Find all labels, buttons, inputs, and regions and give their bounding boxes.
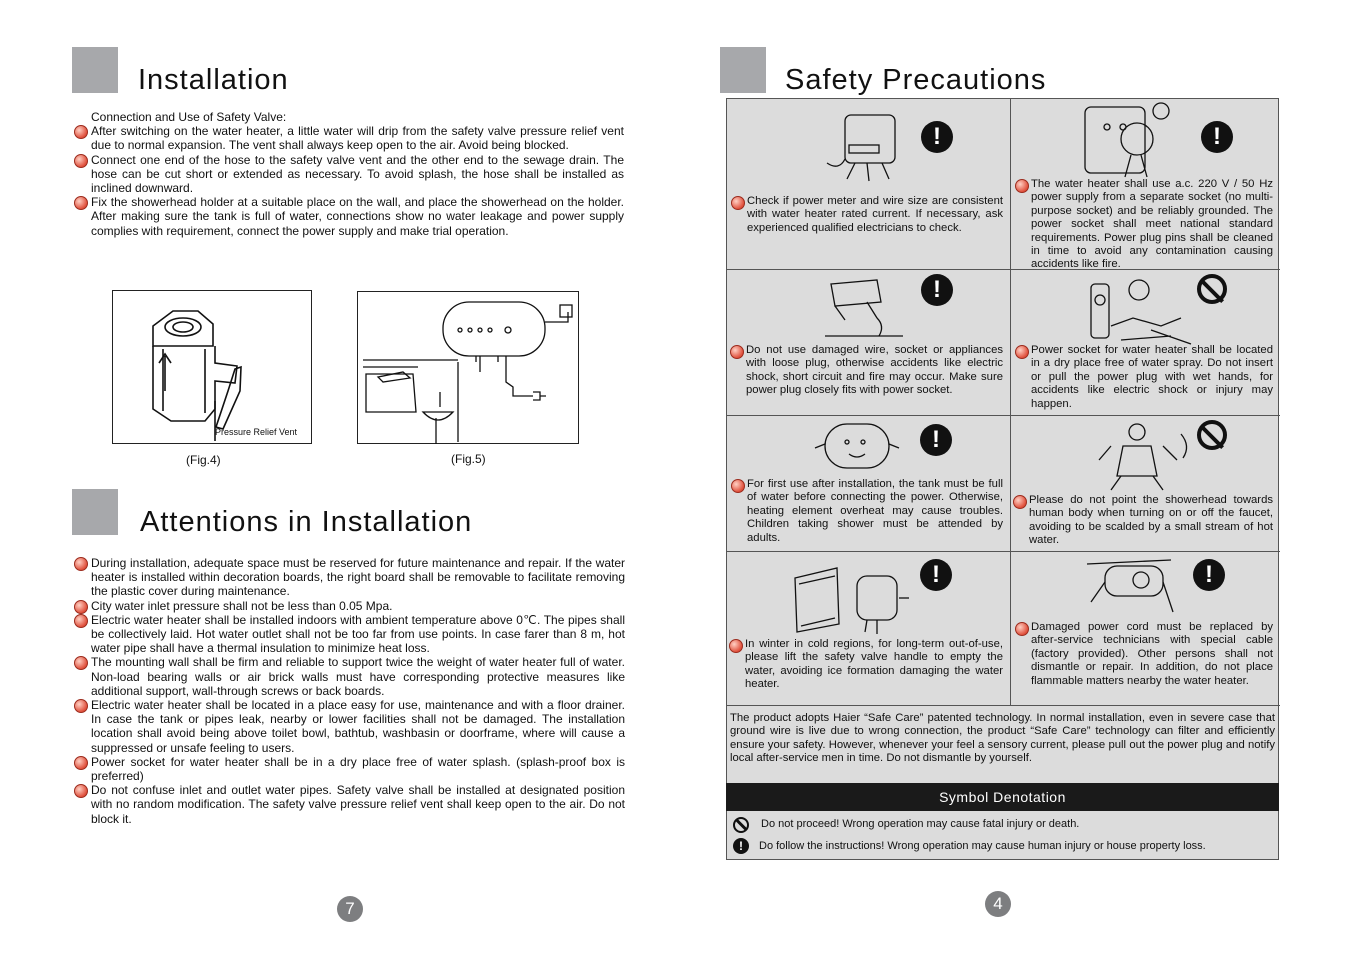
power-meter-illustration [727,99,1011,270]
attentions-item: Electric water heater shall be located in a place easy for use, maintenance and with a floor drainer. In case the tank or pipes leak, nearby or lower facilities shall not be damaged. The installation location shall avoid being above toilet bowl, bathtub, washbasin or doorframe, where will cause a suppressed or unsafe feeling to users. [73,698,625,755]
safety-cell-text: In winter in cold regions, for long-term out-of-use, please lift the safety valve handle to empty the water, avoiding ice formation damaging the water heater. [729,638,1003,692]
exclamation-icon: ! [920,424,952,456]
attentions-item: The mounting wall shall be firm and reliable to support twice the weight of water heater full of water. Non-load bearing walls or air brick walls must have corresponding protective measures like additional support, wall-through screws or back boards. [73,655,625,698]
safe-care-notice: The product adopts Haier “Safe Care” patented technology. In normal installation, even in severe case that ground wire is live due to wrong connection, the product “Safe Care” technology can filter and efficiently ensure your safety. However, whenever your feel a sensory current, please pull out the power plug and notify local after-service men in time. Do not dismantle by yourself. [730,712,1275,765]
attentions-item: Electric water heater shall be installed indoors with ambient temperature above 0℃. The pipes shall be collectively laid. Hot water outlet shall not be too far from use points. In case farer than 8 m, hot water pipe shall have a thermal insulation to minimize heat loss. [73,613,625,656]
safety-cell [1011,270,1280,416]
prohibited-icon [733,817,749,833]
safety-cell-text: For first use after installation, the tank must be full of water before connecting the power. Otherwise, heating element overheat may cause troubles. Children taking shower must be attended by adults. [731,478,1003,545]
exclamation-icon: ! [920,559,952,591]
safety-cell-text: Check if power meter and wire size are consistent with water heater rated current. If necessary, ask experienced qualified electricians to check. [731,195,1003,235]
figure-4-caption: (Fig.4) [186,453,221,467]
exclamation-icon: ! [1193,559,1225,591]
section-marker [72,47,118,93]
safety-cell-text: Do not use damaged wire, socket or appliances with loose plug, otherwise accidents like electric shock, short circuit and fire may occur. Make sure power plug closely fits with power socket. [730,344,1003,398]
exclamation-icon: ! [733,838,749,854]
safety-cell [727,552,1011,706]
figure-5-installation-scene [357,291,579,444]
page-number-right: 4 [985,891,1011,917]
installation-item: Connect one end of the hose to the safety valve vent and the other end to the sewage drain. The hose can be cut short or extended as necessary. To avoid splash, the hose shall be installed as inclined downward. [73,153,624,196]
installation-title: Installation [138,64,289,96]
safety-cell [1011,416,1280,552]
exclamation-icon: ! [1201,121,1233,153]
symbol-denotation-box [726,811,1279,860]
mandatory-description: Do follow the instructions! Wrong operation may cause human injury or house property loss. [759,840,1206,852]
figure-4-safety-valve [112,290,312,444]
safety-grid [726,98,1279,784]
section-marker [72,489,118,535]
prohibited-icon [1197,420,1227,450]
safety-precautions-title: Safety Precautions [785,64,1047,96]
pressure-relief-vent-label: Pressure Relief Vent [215,427,298,437]
prohibited-icon [1197,274,1227,304]
safety-cell-text: The water heater shall use a.c. 220 V / 50 Hz power supply from a separate socket (no multi-purpose socket) and be reliably grounded. The power socket shall meet national standard requirements. Power plug pins shall be cleaned in time to avoid any contamination causing accidents like fire. [1015,178,1273,270]
exclamation-icon: ! [921,274,953,306]
safety-valve-drawing [113,291,313,445]
page-number-left: 7 [337,896,363,922]
section-marker [720,47,766,93]
prohibited-description: Do not proceed! Wrong operation may cause fatal injury or death. [761,818,1080,830]
installation-item: Fix the showerhead holder at a suitable place on the wall, and place the showerhead on the holder. After making sure the tank is full of water, connections show no water leakage and power supply complies with requirement, connect the power supply and make trial operation. [73,195,624,238]
attentions-item: During installation, adequate space must be reserved for future maintenance and repair. If the water heater is installed within decoration boards, the right board shall be removable to facilitate removing the plastic cover during maintenance. [73,556,625,599]
symbol-denotation-header: Symbol Denotation [726,783,1279,811]
attentions-text [73,556,625,826]
attentions-item: Do not confuse inlet and outlet water pipes. Safety valve shall be installed at designated position with no random modification. The safety valve pressure relief vent shall keep open to the air. Do not block it. [73,783,625,826]
safety-cell [1011,99,1280,270]
safety-cell [727,99,1011,270]
attentions-item: Power socket for water heater shall be in a dry place free of water splash. (splash-proof box is preferred) [73,755,625,783]
installation-intro: Connection and Use of Safety Valve: [91,110,287,124]
attentions-item: City water inlet pressure shall not be less than 0.05 Mpa. [73,599,625,613]
exclamation-icon: ! [921,121,953,153]
safety-cell-text: Please do not point the showerhead towards human body when turning on or off the faucet, avoiding to be scalded by a small stream of hot water. [1013,494,1273,548]
installation-text [73,110,624,238]
safety-cell [1011,552,1280,706]
installation-item: After switching on the water heater, a little water will drip from the safety valve pressure relief vent due to normal expansion. The vent shall always keep open to the air. Avoid being blocked. [73,124,624,152]
safety-cell-text: Power socket for water heater shall be located in a dry place free of water spray. Do not insert or pull the power plug with wet hands, for accidents like electric shock or injury may happen. [1015,344,1273,411]
attentions-title: Attentions in Installation [140,506,473,538]
figure-5-caption: (Fig.5) [451,452,486,466]
safety-cell-text: Damaged power cord must be replaced by after-service technicians with special cable (factory provided). Other persons shall not dismantle or repair. In addition, do not place flammable matters nearby the water heater. [1015,621,1273,688]
installation-scene-drawing [358,292,580,445]
safety-cell [727,270,1011,416]
safety-cell [727,416,1011,552]
